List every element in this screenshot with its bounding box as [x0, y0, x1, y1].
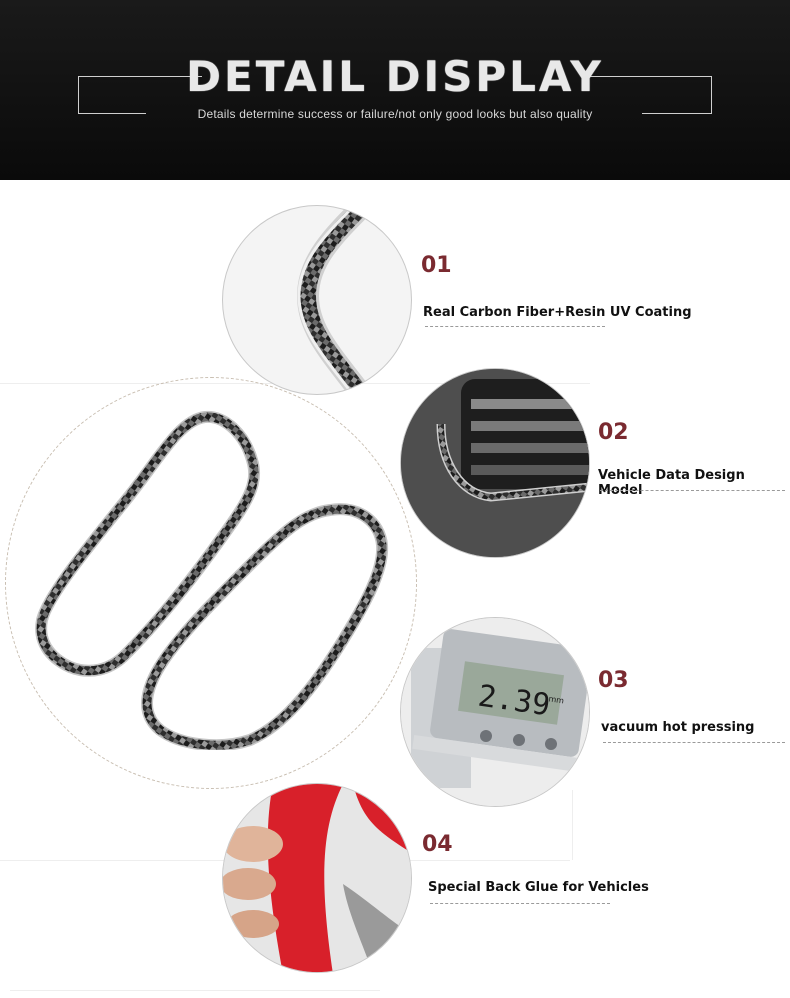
feature-01-number: 01	[421, 253, 452, 278]
caliper-measurement-icon	[401, 618, 590, 807]
carbon-trim-product-icon	[30, 405, 390, 750]
page-subtitle: Details determine success or failure/not only good looks but also quality	[197, 107, 593, 121]
feature-02-number: 02	[598, 420, 629, 445]
air-vent-trim-icon	[401, 369, 590, 558]
feature-04-image	[222, 783, 412, 973]
feature-04-number: 04	[422, 832, 453, 857]
feature-03-image	[400, 617, 590, 807]
feature-02-divider	[600, 490, 785, 491]
caliper-unit: mm	[547, 694, 565, 706]
background-guide-line	[572, 790, 573, 860]
background-guide-line	[10, 990, 380, 991]
feature-03-label: vacuum hot pressing	[601, 720, 755, 735]
feature-01-label: Real Carbon Fiber+Resin UV Coating	[423, 305, 692, 320]
caliper-reading: 2.39	[475, 678, 553, 724]
feature-02-label: Vehicle Data Design Model	[598, 468, 745, 498]
page-title: DETAIL DISPLAY	[186, 52, 604, 101]
header-banner	[0, 0, 790, 180]
feature-04-label: Special Back Glue for Vehicles	[428, 880, 649, 895]
feature-03-divider	[603, 742, 785, 743]
feature-01-image	[222, 205, 412, 395]
feature-03-number: 03	[598, 668, 629, 693]
feature-04-divider	[430, 903, 610, 904]
carbon-trim-closeup-icon	[223, 206, 412, 395]
feature-02-image	[400, 368, 590, 558]
adhesive-backing-icon	[223, 784, 412, 973]
feature-01-divider	[425, 326, 605, 327]
